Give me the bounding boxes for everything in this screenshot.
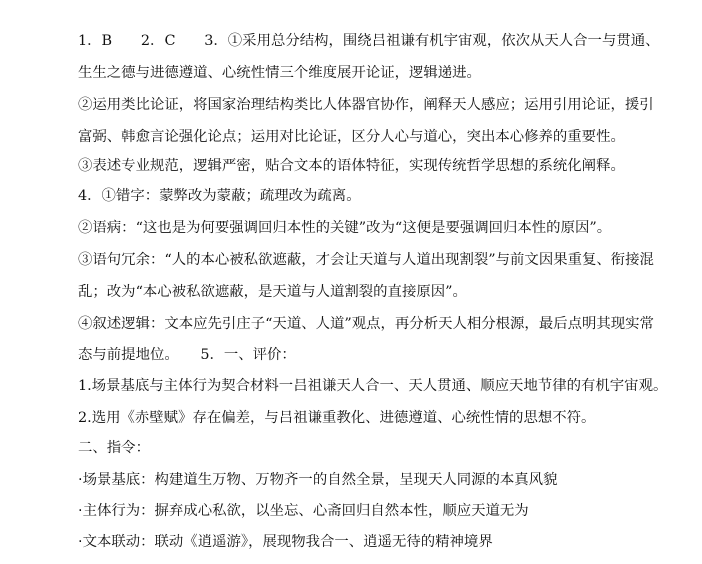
answer-line-17: ·文本联动：联动《逍遥游》，展现物我合一、逍遥无待的精神境界 xyxy=(78,534,493,550)
answer-line-1: 1．B 2．C 3．①采用总分结构，围绕吕祖谦有机宇宙观，依次从天人合一与贯通、 xyxy=(78,33,660,49)
answer-line-3: ②运用类比论证，将国家治理结构类比人体器官协作，阐释天人感应；运用引用论证，援引 xyxy=(78,97,654,113)
answer-line-16: ·主体行为：摒弃成心私欲，以坐忘、心斋回归自然本性，顺应天道无为 xyxy=(78,503,529,519)
answer-line-12: 1.场景基底与主体行为契合材料一吕祖谦天人合一、天人贯通、顺应天地节律的有机宇宙观。 xyxy=(78,378,668,394)
answer-line-13: 2.选用《赤壁赋》存在偏差，与吕祖谦重教化、进德遵道、心统性情的思想不符。 xyxy=(78,410,596,426)
answer-line-10: ④叙述逻辑：文本应先引庄子“天道、人道”观点，再分析天人相分根源，最后点明其现实常 xyxy=(78,316,654,332)
answer-line-7: ②语病：“这也是为何要强调回归本性的关键”改为“这便是要强调回归本性的原因”。 xyxy=(78,220,612,236)
answer-line-15: ·场景基底：构建道生万物、万物齐一的自然全景，呈现天人同源的本真风貌 xyxy=(78,472,558,488)
answer-line-5: ③表述专业规范，逻辑严密，贴合文本的语体特征，实现传统哲学思想的系统化阐释。 xyxy=(78,158,625,174)
answer-line-4: 富弼、韩愈言论强化论点；运用对比论证，区分人心与道心，突出本心修养的重要性。 xyxy=(78,129,625,145)
answer-line-6: 4．①错字：蒙弊改为蒙蔽；疏理改为疏离。 xyxy=(78,188,361,204)
answer-line-9: 乱；改为“本心被私欲遮蔽，是天道与人道割裂的直接原因”。 xyxy=(78,284,467,300)
answer-line-14: 二、指令： xyxy=(78,440,150,456)
answer-line-2: 生生之德与进德遵道、心统性情三个维度展开论证，逻辑递进。 xyxy=(78,65,481,81)
answer-line-8: ③语句冗余：“人的本心被私欲遮蔽，才会让天道与人道出现割裂”与前文因果重复、衔接混 xyxy=(78,252,654,268)
answer-line-11: 态与前提地位。 5．一、评价： xyxy=(78,347,296,363)
